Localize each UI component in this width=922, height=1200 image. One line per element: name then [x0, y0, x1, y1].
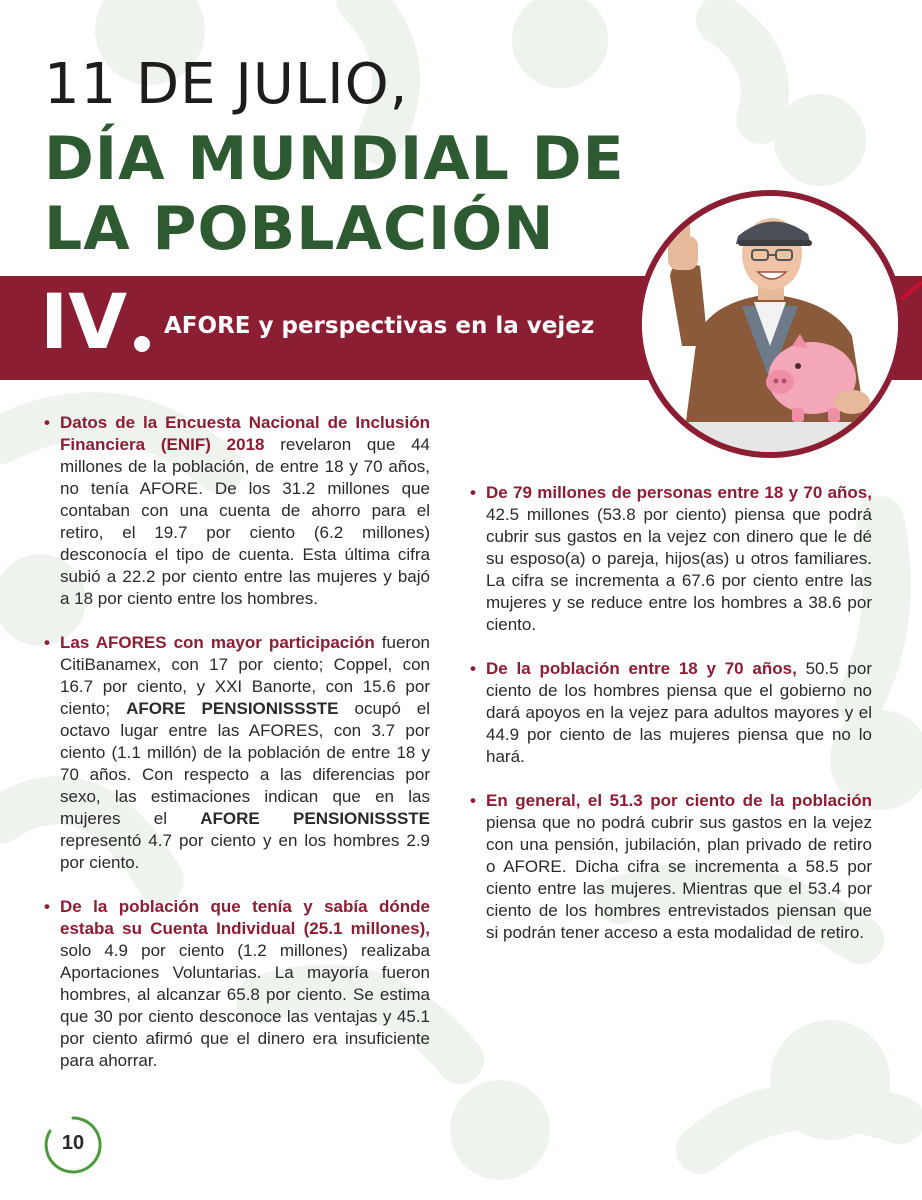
bullet-item-gobierno	[470, 658, 872, 768]
bullet-text: ocupó el octavo lugar entre las AFORES, con 3.7 por ciento (1.1 millón) de la población de entre 18 y 70 años. Con respecto a las diferencias por sexo, las estimaciones indican que en las mujeres el	[60, 699, 431, 828]
bullet-icon: •	[44, 897, 50, 916]
bullet-lead: De la población que tenía y sabía dónde estaba su Cuenta Individual (25.1 millones),	[60, 897, 430, 938]
bullet-lead: Datos de la Encuesta Nacional de Inclusión Financiera (ENIF) 2018	[60, 413, 430, 454]
bullet-lead: En general, el 51.3 por ciento de la población	[486, 791, 872, 810]
bullet-text: piensa que no podrá cubrir sus gastos en la vejez con una pensión, jubilación, plan privado de retiro o AFORE. Dicha cifra se incrementa a 58.5 por ciento entre las mujeres. Mientras que el 53.4 por ciento de los hombres entrevistados piensan que si podrán tener acceso a esta modalidad de retiro.	[486, 813, 872, 942]
bullet-text: solo 4.9 por ciento (1.2 millones) realizaba Aportaciones Voluntarias. La mayoría fueron hombres, al alcanzar 65.8 por ciento. Se estima que 30 por ciento desconoce las ventajas y 45.1 por ciento afirmó que el dinero era insuficiente para ahorrar.	[60, 941, 430, 1070]
bullet-icon: •	[44, 413, 50, 432]
left-column	[44, 412, 430, 1094]
bullet-strong: AFORE PENSIONISSSTE	[200, 809, 431, 828]
bullet-text: fueron CitiBanamex, con 17 por ciento; Coppel, con 16.7 por ciento, y XXI Banorte, con 15.6 por ciento;	[60, 633, 430, 718]
bullet-lead: Las AFORES con mayor participación	[60, 633, 375, 652]
bullet-text: 50.5 por ciento de los hombres piensa que el gobierno no dará apoyos en la vejez para adultos mayores y el 44.9 por ciento de las mujeres piensa que no lo hará.	[486, 659, 872, 766]
bullet-item-enif	[44, 412, 430, 610]
bullet-lead: De 79 millones de personas entre 18 y 70 años,	[486, 483, 872, 502]
section-numeral: IV	[40, 277, 128, 366]
bullet-icon: •	[470, 791, 476, 810]
elderly-man-piggy-bank-icon	[642, 196, 898, 452]
title-date: 11 DE JULIO,	[44, 52, 409, 117]
bullet-text: representó 4.7 por ciento y en los hombres 2.9 por ciento.	[60, 831, 430, 872]
elderly-man-photo	[636, 190, 904, 458]
bullet-icon: •	[470, 483, 476, 502]
page-number: 10	[61, 1132, 85, 1154]
right-column	[470, 482, 872, 966]
section-numeral-dot	[134, 336, 150, 352]
title-main-line1: DÍA MUNDIAL DE	[44, 124, 625, 194]
bullet-text: 42.5 millones (53.8 por ciento) piensa que podrá cubrir sus gastos en la vejez con dinero que le dé su esposo(a) o pareja, hijos(as) u otros familiares. La cifra se incrementa a 67.6 por ciento entre las mujeres y se reduce entre los hombres a 38.6 por ciento.	[486, 505, 872, 634]
section-subtitle: AFORE y perspectivas en la vejez	[164, 313, 595, 339]
bullet-icon: •	[470, 659, 476, 678]
page-number-badge	[42, 1114, 104, 1176]
bullet-lead: De la población entre 18 y 70 años,	[486, 659, 797, 678]
bullet-item-afores	[44, 632, 430, 874]
bullet-strong: AFORE PENSIONISSSTE	[126, 699, 339, 718]
bullet-item-general	[470, 790, 872, 944]
bullet-text: revelaron que 44 millones de la población, de entre 18 y 70 años, no tenía AFORE. De los 31.2 millones que contaban con una cuenta de ahorro para el retiro, el 19.7 por ciento (6.2 millones) desconocía el tipo de cuenta. Esta última cifra subió a 22.2 por ciento entre las mujeres y bajó a 18 por ciento entre los hombres.	[60, 435, 430, 608]
bullet-item-cuenta-individual	[44, 896, 430, 1072]
bullet-icon: •	[44, 633, 50, 652]
bullet-item-79-millones	[470, 482, 872, 636]
title-main-line2: LA POBLACIÓN	[44, 194, 555, 264]
